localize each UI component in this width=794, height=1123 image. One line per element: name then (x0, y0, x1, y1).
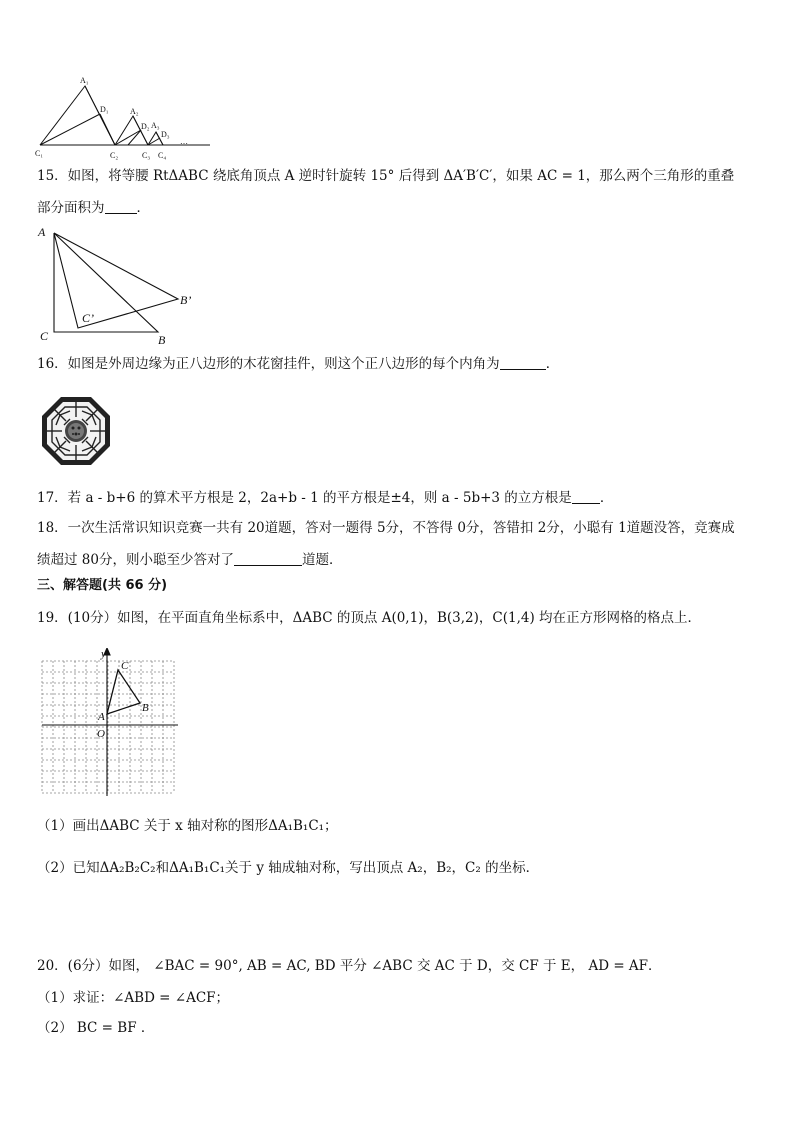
q15-answer-blank (105, 199, 137, 214)
q19-sub2: （2）已知ΔA₂B₂C₂和ΔA₁B₁C₁关于 y 轴成轴对称，写出顶点 A₂，B₂，C₂ 的坐标． (37, 860, 540, 876)
label-D3: D₃ (161, 130, 170, 139)
label-dots: … (180, 137, 188, 146)
q15-label-Cprime: C’ (82, 311, 94, 325)
q15-line1: 15．如图，将等腰 RtΔABC 绕底角顶点 A 逆时针旋转 15° 后得到 ΔA′B′C′，如果 AC = 1，那么两个三角形的重叠 (37, 168, 735, 184)
q20-sub1: （1）求证：∠ABD = ∠ACF； (37, 990, 230, 1006)
q18-answer-blank (234, 551, 302, 566)
q20-line1: 20．(6分）如图， ∠BAC = 90°, AB = AC, BD 平分 ∠ABC 交 AC 于 D，交 CF 于 E， AD = AF． (37, 958, 662, 974)
q19-label-O: O (97, 728, 105, 740)
q15-label-C: C (40, 329, 49, 343)
q19-label-B: B (142, 702, 149, 714)
octagon-window-image (40, 395, 112, 467)
q17-text (37, 488, 613, 508)
coordinate-grid-figure (40, 648, 180, 798)
q16-text-pre: 16．如图是外周边缘为正八边形的木花窗挂件，则这个正八边形的每个内角为 (37, 356, 500, 372)
q15-label-Bprime: B’ (180, 293, 192, 307)
q17-text-pre: 17．若 a - b+6 的算术平方根是 2，2a+b - 1 的平方根是±4，则 a - 5b+3 的立方根是 (37, 490, 572, 506)
label-A2: A₂ (130, 107, 139, 116)
q17-text-post: ． (599, 490, 614, 506)
label-C1: C₁ (35, 149, 44, 158)
q19-label-y: y (101, 648, 106, 660)
q20-sub2: （2） BC = BF ． (37, 1020, 155, 1036)
label-A3: A₃ (151, 121, 160, 130)
q15-line2 (37, 198, 150, 218)
q19-label-C: C (121, 660, 129, 672)
q18-line2-post: 道题． (301, 552, 343, 568)
q15-label-A: A (38, 225, 46, 239)
q16-text (37, 354, 559, 374)
label-C4: C₄ (158, 151, 167, 160)
label-D1: D₁ (100, 105, 109, 114)
q15-label-B: B (158, 333, 166, 347)
q18-line2 (37, 550, 342, 570)
label-C3: C₃ (142, 151, 151, 160)
q19-sub1: （1）画出ΔABC 关于 x 轴对称的图形ΔA₁B₁C₁； (37, 818, 338, 834)
label-C2: C₂ (110, 151, 119, 160)
triangle-chain-figure (30, 72, 220, 162)
label-D2: D₂ (141, 122, 150, 131)
q16-text-post: ． (545, 356, 560, 372)
q18-line1: 18．一次生活常识知识竞赛一共有 20道题，答对一题得 5分，不答得 0分，答错扣 2分，小聪有 1道题没答，竞赛成 (37, 520, 735, 536)
q17-answer-blank (572, 489, 600, 504)
section3-title: 三、解答题(共 66 分) (37, 578, 168, 593)
q15-line2-post: ． (136, 200, 150, 216)
label-A1: A₁ (80, 76, 89, 85)
q15-line2-pre: 部分面积为 (37, 200, 105, 216)
q16-answer-blank (500, 355, 546, 370)
q19-line1: 19．(10分）如图，在平面直角坐标系中，ΔABC 的顶点 A(0,1)，B(3,2)，C(1,4) 均在正方形网格的格点上． (37, 610, 702, 626)
q18-line2-pre: 绩超过 80分，则小聪至少答对了 (37, 552, 234, 568)
q19-label-A: A (98, 711, 105, 723)
q15-rotated-triangle-figure (30, 222, 220, 347)
